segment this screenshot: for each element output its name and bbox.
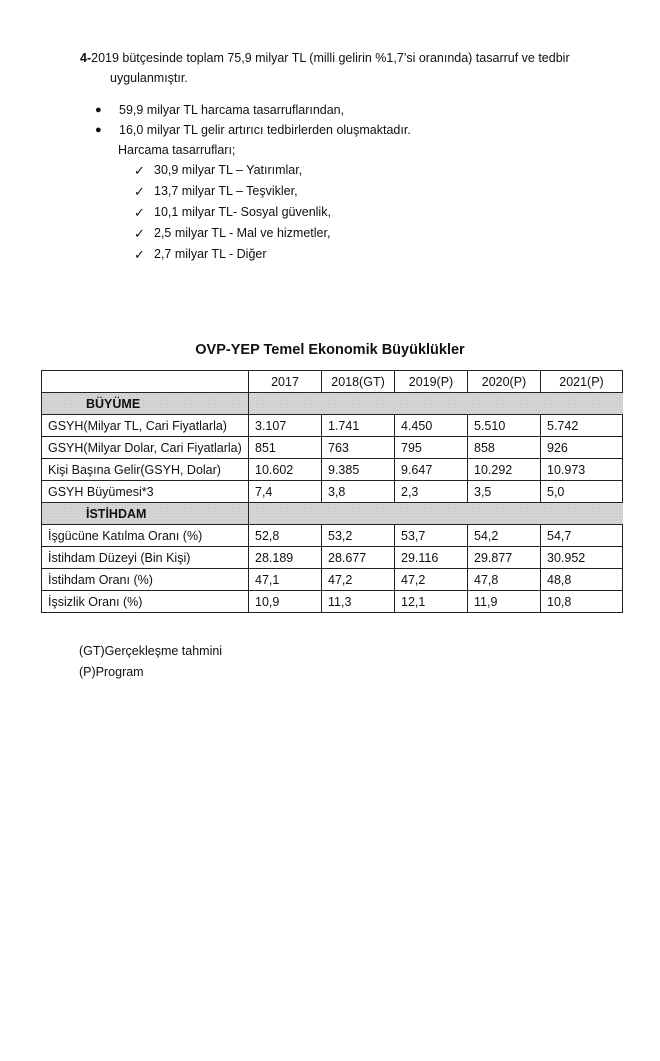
list-item bbox=[134, 244, 331, 265]
bullet-list bbox=[95, 100, 411, 140]
table-cell: 10,8 bbox=[541, 591, 623, 613]
table-header-row bbox=[42, 371, 623, 393]
list-item bbox=[134, 181, 331, 202]
table-cell: 53,7 bbox=[395, 525, 468, 547]
table-cell: 48,8 bbox=[541, 569, 623, 591]
row-label: GSYH(Milyar Dolar, Cari Fiyatlarla) bbox=[42, 437, 249, 459]
table-cell: 28.189 bbox=[249, 547, 322, 569]
table-cell: 858 bbox=[468, 437, 541, 459]
table-row bbox=[42, 437, 623, 459]
table-title: OVP-YEP Temel Ekonomik Büyüklükler bbox=[195, 342, 465, 358]
section-fill-cell bbox=[249, 503, 623, 525]
bullet-icon: ● bbox=[95, 104, 102, 116]
table-cell: 763 bbox=[322, 437, 395, 459]
section-label-cell bbox=[42, 393, 249, 415]
row-label: GSYH(Milyar TL, Cari Fiyatlarla) bbox=[42, 415, 249, 437]
checkmark-icon: ✓ bbox=[134, 247, 145, 262]
section-fill-cell bbox=[249, 393, 623, 415]
table-cell: 3.107 bbox=[249, 415, 322, 437]
note-line: (P)Program bbox=[79, 665, 144, 679]
row-label: İşgücüne Katılma Oranı (%) bbox=[42, 525, 249, 547]
section-label: İSTİHDAM bbox=[86, 506, 147, 521]
list-item bbox=[134, 223, 331, 244]
table-row bbox=[42, 481, 623, 503]
savings-item-text: 13,7 milyar TL – Teşvikler, bbox=[154, 184, 298, 198]
table-cell: 54,2 bbox=[468, 525, 541, 547]
table-row bbox=[42, 415, 623, 437]
table-cell: 28.677 bbox=[322, 547, 395, 569]
column-header: 2017 bbox=[249, 371, 322, 393]
table-cell: 30.952 bbox=[541, 547, 623, 569]
table-cell: 795 bbox=[395, 437, 468, 459]
bullet-icon: ● bbox=[95, 124, 102, 136]
table-cell: 10,9 bbox=[249, 591, 322, 613]
checkmark-icon: ✓ bbox=[134, 226, 145, 241]
list-item bbox=[95, 100, 411, 120]
table-cell: 47,2 bbox=[395, 569, 468, 591]
savings-item-text: 2,5 milyar TL - Mal ve hizmetler, bbox=[154, 226, 331, 240]
table-row bbox=[42, 547, 623, 569]
row-label: Kişi Başına Gelir(GSYH, Dolar) bbox=[42, 459, 249, 481]
column-header: 2020(P) bbox=[468, 371, 541, 393]
table-cell: 2,3 bbox=[395, 481, 468, 503]
column-header: 2018(GT) bbox=[322, 371, 395, 393]
table-cell: 5,0 bbox=[541, 481, 623, 503]
column-header: 2021(P) bbox=[541, 371, 623, 393]
table-row bbox=[42, 525, 623, 547]
savings-list bbox=[134, 160, 331, 265]
row-label: İstihdam Oranı (%) bbox=[42, 569, 249, 591]
table-cell: 7,4 bbox=[249, 481, 322, 503]
savings-item-text: 10,1 milyar TL- Sosyal güvenlik, bbox=[154, 205, 331, 219]
section-label: BÜYÜME bbox=[86, 396, 141, 411]
list-item bbox=[134, 202, 331, 223]
table-cell: 10.602 bbox=[249, 459, 322, 481]
intro-line-1: 2019 bütçesinde toplam 75,9 milyar TL (milli gelirin %1,7’si oranında) tasarruf ve tedbir bbox=[91, 51, 570, 65]
table-cell: 52,8 bbox=[249, 525, 322, 547]
list-item bbox=[134, 160, 331, 181]
economic-indicators-table bbox=[41, 370, 623, 613]
table-row bbox=[42, 569, 623, 591]
header-empty-cell bbox=[42, 371, 249, 393]
checkmark-icon: ✓ bbox=[134, 205, 145, 220]
list-item bbox=[95, 120, 411, 140]
table-cell: 9.385 bbox=[322, 459, 395, 481]
table-cell: 9.647 bbox=[395, 459, 468, 481]
table-cell: 10.973 bbox=[541, 459, 623, 481]
table-cell: 10.292 bbox=[468, 459, 541, 481]
section-row-employment bbox=[42, 503, 623, 525]
intro-line-2: uygulanmıştır. bbox=[110, 71, 188, 85]
section-row-growth bbox=[42, 393, 623, 415]
table-cell: 851 bbox=[249, 437, 322, 459]
savings-item-text: 2,7 milyar TL - Diğer bbox=[154, 247, 267, 261]
table-cell: 1.741 bbox=[322, 415, 395, 437]
bullet-text: 16,0 milyar TL gelir artırıcı tedbirlerden oluşmaktadır. bbox=[119, 123, 411, 137]
table-row bbox=[42, 459, 623, 481]
table-cell: 3,8 bbox=[322, 481, 395, 503]
intro-paragraph bbox=[80, 48, 600, 88]
table-cell: 5.742 bbox=[541, 415, 623, 437]
table-cell: 11,3 bbox=[322, 591, 395, 613]
table-cell: 11,9 bbox=[468, 591, 541, 613]
column-header: 2019(P) bbox=[395, 371, 468, 393]
table-cell: 12,1 bbox=[395, 591, 468, 613]
table-cell: 3,5 bbox=[468, 481, 541, 503]
checkmark-icon: ✓ bbox=[134, 184, 145, 199]
savings-item-text: 30,9 milyar TL – Yatırımlar, bbox=[154, 163, 303, 177]
table-cell: 4.450 bbox=[395, 415, 468, 437]
table-cell: 29.116 bbox=[395, 547, 468, 569]
bullet-text: 59,9 milyar TL harcama tasarruflarından, bbox=[119, 103, 345, 117]
row-label: GSYH Büyümesi*3 bbox=[42, 481, 249, 503]
table-cell: 54,7 bbox=[541, 525, 623, 547]
table-cell: 47,8 bbox=[468, 569, 541, 591]
table-cell: 29.877 bbox=[468, 547, 541, 569]
checkmark-icon: ✓ bbox=[134, 163, 145, 178]
savings-heading: Harcama tasarrufları; bbox=[118, 143, 236, 157]
table-row bbox=[42, 591, 623, 613]
table-cell: 47,2 bbox=[322, 569, 395, 591]
row-label: İşsizlik Oranı (%) bbox=[42, 591, 249, 613]
section-label-cell bbox=[42, 503, 249, 525]
table-cell: 53,2 bbox=[322, 525, 395, 547]
table-cell: 5.510 bbox=[468, 415, 541, 437]
table-cell: 926 bbox=[541, 437, 623, 459]
row-label: İstihdam Düzeyi (Bin Kişi) bbox=[42, 547, 249, 569]
intro-number: 4- bbox=[80, 51, 92, 65]
note-line: (GT)Gerçekleşme tahmini bbox=[79, 644, 223, 658]
table-notes bbox=[79, 641, 222, 683]
table-cell: 47,1 bbox=[249, 569, 322, 591]
